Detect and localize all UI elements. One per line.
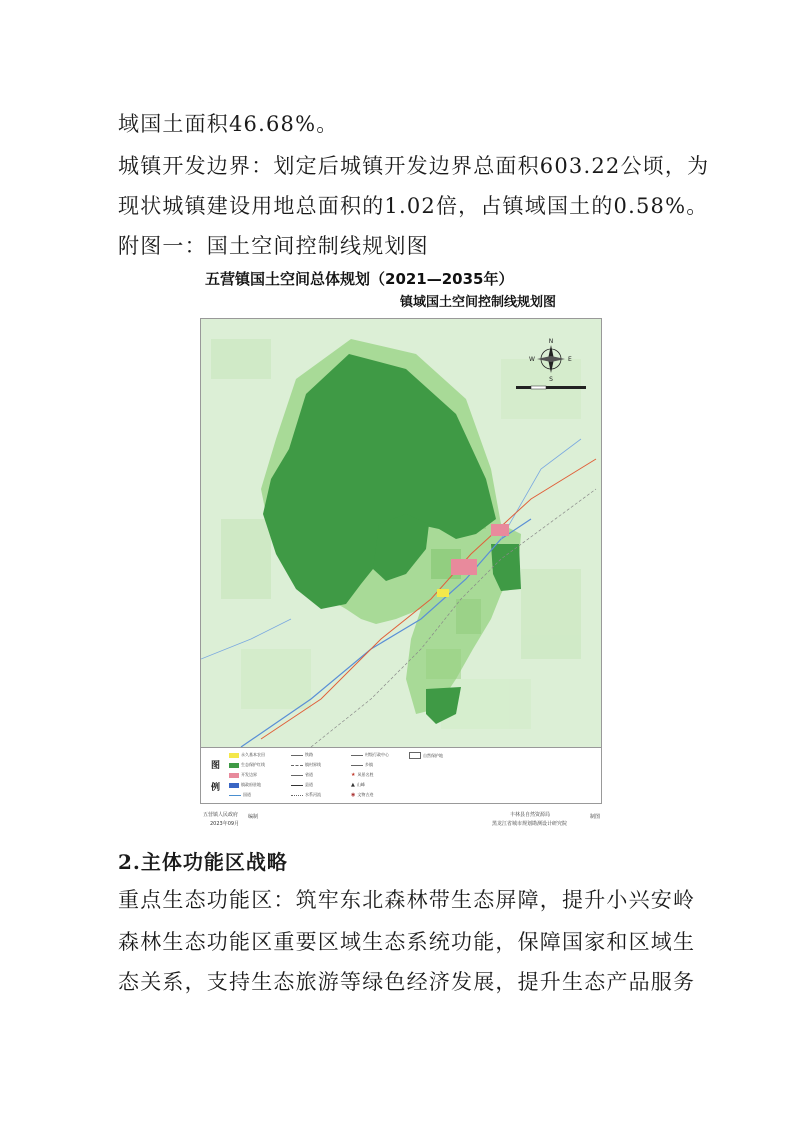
footer-left-date: 2023年09月	[210, 821, 240, 827]
section-heading: 2.主体功能区战略	[118, 850, 288, 874]
farmland-patch	[437, 589, 449, 597]
paragraph-dev-boundary: 城镇开发边界：划定后城镇开发边界总面积603.22公顷，为	[118, 154, 710, 178]
legend-item: 乡镇	[351, 762, 373, 768]
section-line: 重点生态功能区：筑牢东北森林带生态屏障，提升小兴安岭	[118, 888, 696, 912]
footer-left-org: 五营镇人民政府	[203, 812, 239, 818]
legend-swatch	[409, 752, 421, 759]
settlement-east	[491, 524, 509, 536]
compass-west-label: W	[529, 356, 535, 363]
legend-item: 永久基本农田	[229, 752, 265, 758]
section-line: 态关系，支持生态旅游等绿色经济发展，提升生态产品服务	[118, 970, 696, 994]
paragraph-dev-boundary-cont: 现状城镇建设用地总面积的1.02倍，占镇域国土的0.58%。	[118, 194, 709, 218]
star-icon: ★	[351, 772, 356, 778]
legend-item: ★ 风景名胜	[351, 772, 374, 778]
legend-item: 开发边界	[229, 772, 257, 778]
legend-line	[291, 785, 303, 786]
mountain-icon: ▲	[351, 782, 355, 788]
figure-subtitle: 镇域国土空间控制线规划图	[400, 295, 557, 310]
scale-bar	[516, 386, 586, 389]
compass-north-label: N	[548, 338, 554, 345]
legend-line	[291, 765, 303, 766]
figure-caption: 附图一：国土空间控制线规划图	[118, 234, 429, 258]
legend-line	[291, 795, 303, 796]
footer-left-action: 编制	[248, 814, 259, 820]
legend-swatch	[229, 753, 239, 758]
legend-item: 镇村界线	[291, 762, 321, 768]
map-figure	[200, 318, 602, 804]
legend-item: ▲ 山峰	[351, 782, 365, 788]
footer-right-org2: 黑龙江省城市规划勘测设计研究院	[492, 821, 568, 827]
legend-item: 国道	[229, 792, 251, 798]
legend-swatch	[229, 773, 239, 778]
legend-item: 镇政府驻地	[229, 782, 261, 788]
legend-head-bottom: 例	[211, 783, 221, 793]
legend-line	[351, 755, 363, 756]
legend-item: 水系河流	[291, 792, 321, 798]
paragraph-area-percent: 域国土面积46.68%。	[118, 112, 339, 136]
legend-line	[351, 765, 363, 766]
legend-item: 铁路	[291, 752, 313, 758]
compass-east-label: E	[568, 356, 572, 363]
footer-right-org1: 丰林县自然资源局	[510, 812, 551, 818]
legend-item: ◉ 文物古迹	[351, 792, 374, 798]
legend-item: 县道	[291, 782, 313, 788]
relic-icon: ◉	[351, 792, 356, 798]
footer-right-action: 制图	[590, 814, 601, 820]
legend-item: 生态保护红线	[229, 762, 265, 768]
legend-item: 村级行政中心	[351, 752, 389, 758]
legend-item: 省道	[291, 772, 313, 778]
legend-line	[291, 755, 303, 756]
town-center	[451, 559, 477, 575]
legend-head-top: 图	[211, 761, 221, 771]
figure-title: 五营镇国土空间总体规划（2021—2035年）	[205, 270, 514, 288]
legend-swatch	[229, 783, 239, 788]
compass-south-label: S	[549, 376, 553, 383]
legend-line	[229, 795, 241, 796]
map-legend	[201, 747, 601, 804]
section-line: 森林生态功能区重要区域生态系统功能，保障国家和区域生	[118, 930, 696, 954]
legend-swatch	[229, 763, 239, 768]
legend-item: 自然保护地	[409, 752, 443, 759]
legend-line	[291, 775, 303, 776]
map-canvas	[201, 319, 601, 747]
